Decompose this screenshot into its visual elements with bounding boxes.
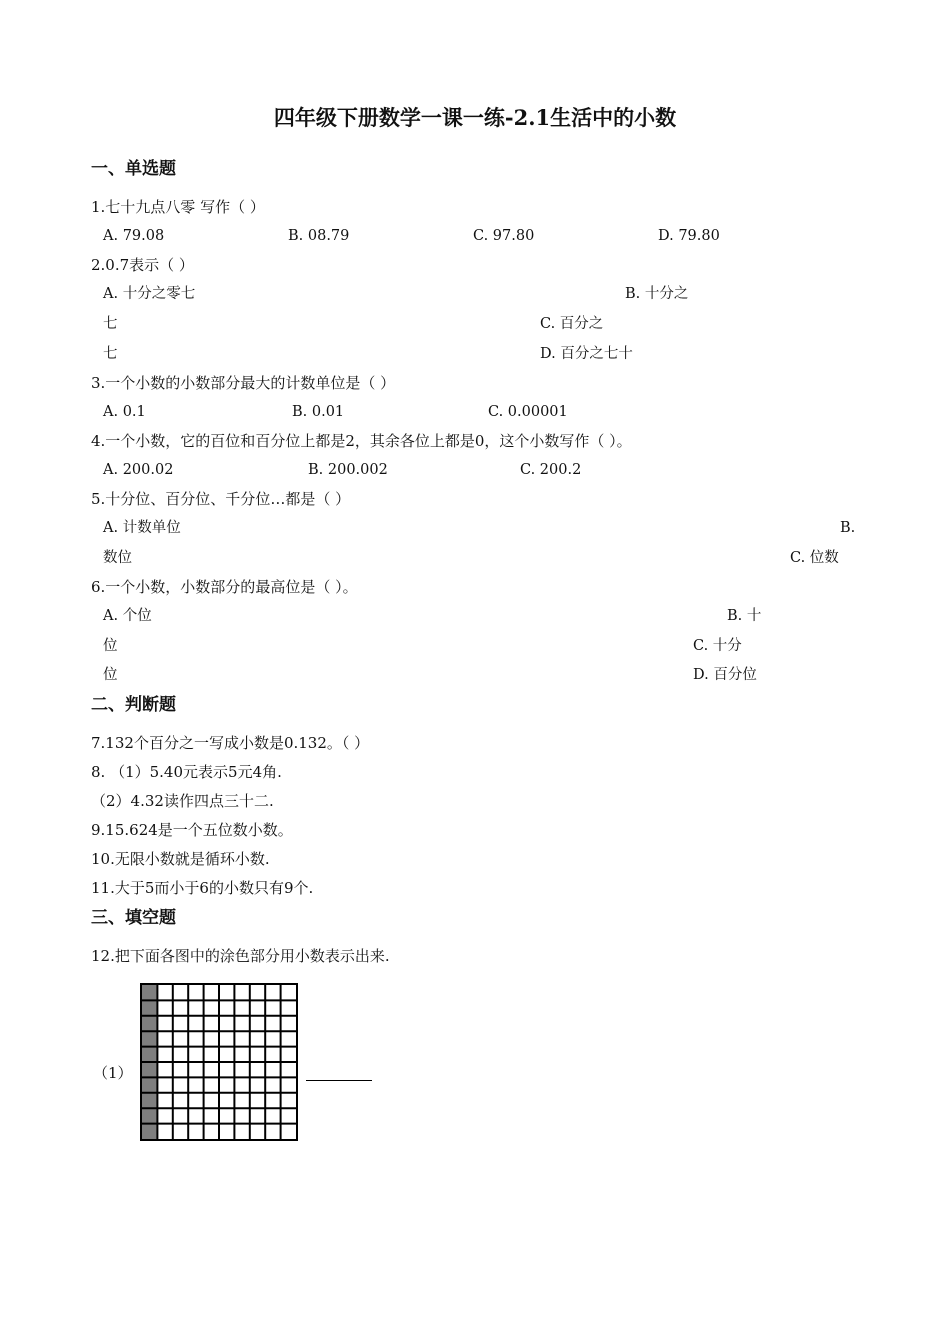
shaded-cell — [142, 985, 157, 1000]
hundred-grid-figure — [140, 983, 298, 1141]
question-2-option-d: D. 百分之七十 — [540, 346, 633, 362]
section-heading-single-choice: 一、单选题 — [91, 159, 176, 179]
section-heading-true-false: 二、判断题 — [91, 695, 176, 715]
question-1-option-a: A. 79.08 — [103, 228, 165, 244]
question-12-part-label: （1） — [93, 1064, 133, 1082]
section-heading-fill-in: 三、填空题 — [91, 908, 176, 928]
shaded-cell — [142, 1108, 157, 1123]
shaded-cell — [142, 1016, 157, 1031]
question-4-option-b: B. 200.002 — [308, 462, 388, 478]
question-6-option-d: D. 百分位 — [693, 667, 757, 683]
question-9: 9.15.624是一个五位数小数。 — [91, 821, 293, 839]
question-7: 7.132个百分之一写成小数是0.132。（ ） — [91, 734, 370, 752]
question-4-option-c: C. 200.2 — [520, 462, 582, 478]
question-5-option-wrap: 数位 — [103, 550, 132, 566]
question-8-part-1: 8. （1）5.40元表示5元4角. — [91, 763, 282, 781]
question-2-option-wrap-2: 七 — [103, 346, 118, 362]
question-10: 10.无限小数就是循环小数. — [91, 850, 270, 868]
question-2-option-a: A. 十分之零七 — [103, 286, 196, 302]
question-1-option-d: D. 79.80 — [658, 228, 720, 244]
question-5-option-c: C. 位数 — [790, 550, 839, 566]
question-5-stem: 5.十分位、百分位、千分位…都是（ ） — [91, 490, 351, 508]
question-1-option-b: B. 08.79 — [288, 228, 350, 244]
question-4-stem: 4.一个小数，它的百位和百分位上都是2，其余各位上都是0，这个小数写作（ ）。 — [91, 432, 632, 450]
question-6-option-c: C. 十分 — [693, 638, 742, 654]
question-11: 11.大于5而小于6的小数只有9个. — [91, 879, 314, 897]
question-3-option-c: C. 0.00001 — [488, 404, 568, 420]
question-6-option-b: B. 十 — [727, 608, 762, 624]
shaded-cell — [142, 1077, 157, 1092]
shaded-cell — [142, 1062, 157, 1077]
question-2-stem: 2.0.7表示（ ） — [91, 256, 194, 274]
question-2-option-wrap-1: 七 — [103, 316, 118, 332]
question-1-stem: 1.七十九点八零 写作（ ） — [91, 198, 265, 216]
question-12-stem: 12.把下面各图中的涂色部分用小数表示出来. — [91, 947, 390, 965]
question-6-option-wrap-2: 位 — [103, 667, 118, 683]
shaded-cell — [142, 1124, 157, 1139]
hundred-grid-svg — [142, 985, 296, 1139]
question-6-stem: 6.一个小数，小数部分的最高位是（ ）。 — [91, 578, 358, 596]
question-6-option-a: A. 个位 — [103, 608, 152, 624]
question-2-option-c: C. 百分之 — [540, 316, 604, 332]
question-5-option-b: B. — [840, 520, 856, 536]
question-5-option-a: A. 计数单位 — [103, 520, 181, 536]
question-6-option-wrap-1: 位 — [103, 638, 118, 654]
shaded-cell — [142, 1093, 157, 1108]
question-3-option-a: A. 0.1 — [103, 404, 146, 420]
document-title: 四年级下册数学一课一练-2.1生活中的小数 — [273, 105, 677, 130]
shaded-cell — [142, 1000, 157, 1015]
question-8-part-2: （2）4.32读作四点三十二. — [91, 792, 274, 810]
question-3-stem: 3.一个小数的小数部分最大的计数单位是（ ） — [91, 374, 396, 392]
question-3-option-b: B. 0.01 — [292, 404, 345, 420]
question-4-option-a: A. 200.02 — [103, 462, 174, 478]
question-1-option-c: C. 97.80 — [473, 228, 535, 244]
question-2-option-b: B. 十分之 — [625, 286, 689, 302]
shaded-cell — [142, 1031, 157, 1046]
shaded-cell — [142, 1047, 157, 1062]
answer-blank[interactable] — [306, 1080, 372, 1081]
